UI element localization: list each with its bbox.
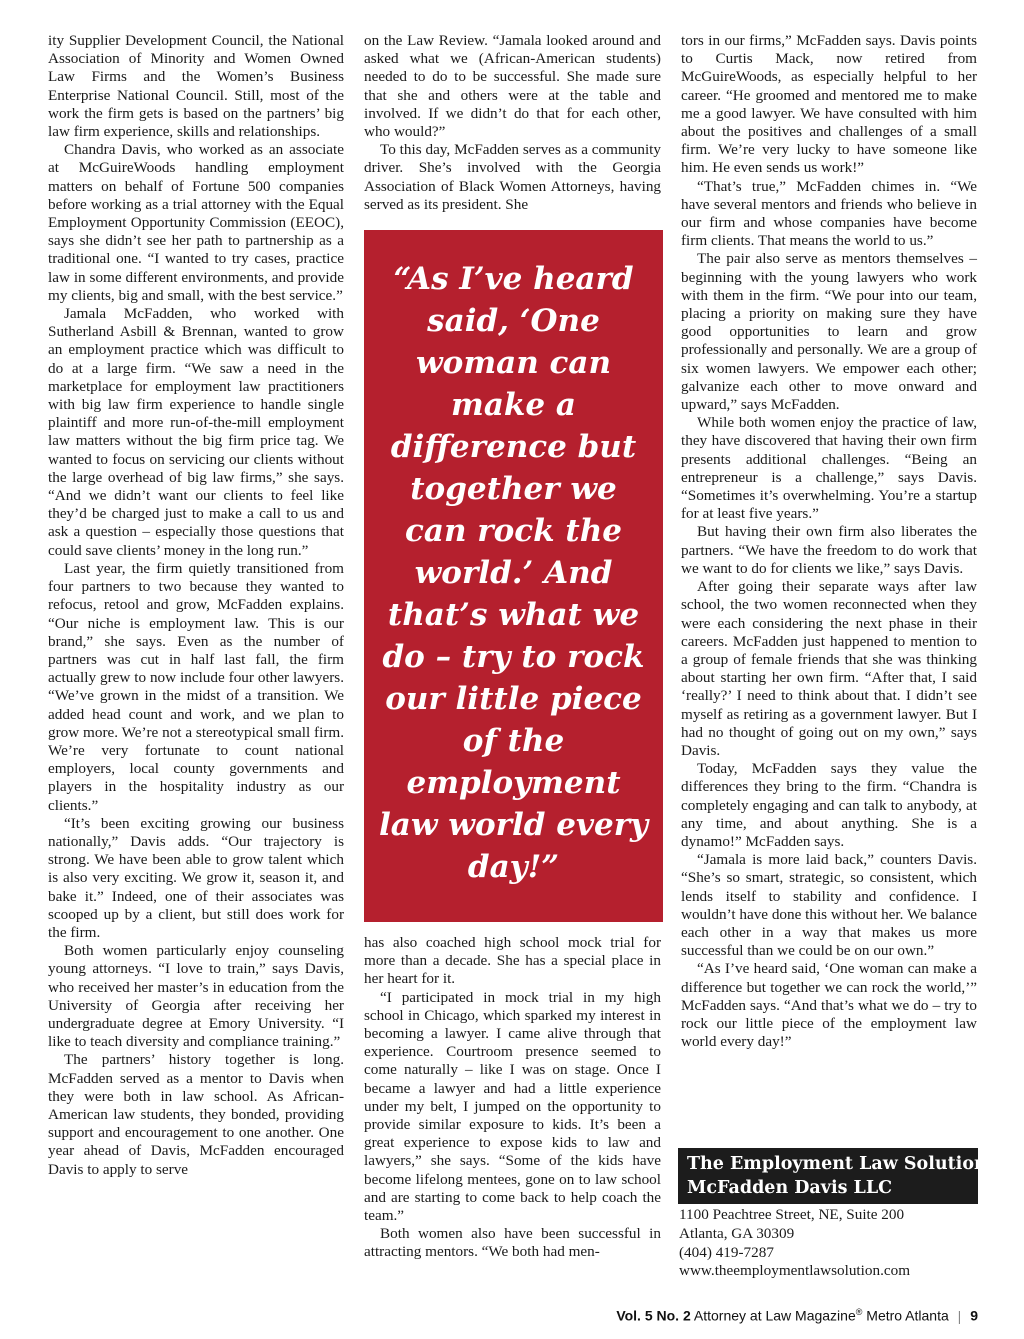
website-link[interactable]: www.theemploymentlawsolution.com: [679, 1262, 911, 1280]
firm-title-box: [678, 1148, 994, 1204]
firm-title-line-1: The Employment Law Solution:: [687, 1154, 994, 1174]
paragraph: After going their separate ways after law school, the two women reconnected when they were each considering the next phase in their careers. McFadden just happened to mention to a group of female friends that she was thinking about starting her own firm. “After that, I said ‘really?’ I need to think about that. I didn’t see myself as retiring as a government lawyer. But I had no thought of going out on my own,” says Davis.: [681, 578, 977, 759]
article-column-1: [48, 32, 344, 1179]
address-city: Atlanta, GA 30309: [679, 1224, 795, 1242]
paragraph: Today, McFadden says they value the differences they bring to the firm. “Chandra is completely engaging and can talk to anybody, at any time, and about anything. She is a dynamo!” McFadden says.: [681, 760, 977, 850]
paragraph: has also coached high school mock trial for more than a decade. She has a special place in her heart for it.: [364, 934, 661, 988]
pull-quote-box: [364, 230, 663, 922]
paragraph: The pair also serve as mentors themselves – beginning with the young lawyers who work with them in the firm. “We pour into our team, placing a priority on making sure they have good opportunities to learn and grow professionally and personally. We are a group of six women lawyers. We empower each other; galvanize each other to move onward and upward,” says McFadden.: [681, 250, 977, 414]
article-column-3: [681, 32, 977, 1051]
paragraph: While both women enjoy the practice of law, they have discovered that having their own firm presents additional challenges. “Being an entrepreneur is a challenge,” says Davis. “Sometimes it’s overwhelming. You’re a startup for at least five years.”: [681, 414, 977, 523]
pull-quote-text: “As I’ve heard said, ‘One woman can make a difference but together we can rock the world.’ And that’s what we do – try to rock our little piece of the employment law world every day!”: [378, 261, 649, 885]
page-number: 9: [970, 1307, 978, 1324]
paragraph: “As I’ve heard said, ‘One woman can make a difference but together we can rock the world,’” McFadden says. “And that’s what we do – try to rock our little piece of the employment law world every day!”: [681, 960, 977, 1051]
edition-label: Metro Atlanta: [866, 1307, 949, 1324]
magazine-name: Attorney at Law Magazine: [693, 1307, 856, 1324]
article-column-2-top: [364, 32, 661, 214]
paragraph: “It’s been exciting growing our business nationally,” Davis adds. “Our trajectory is strong. We have been able to grow talent which is also very exciting. We grow it, season it, and bake it.” Indeed, one of their associates was scooped up by a client, but still does work for the firm.: [48, 814, 344, 941]
paragraph: on the Law Review. “Jamala looked around and asked what we (African-American students) needed to do to be successful. She made sure that she and others were at the table and involved. If we didn’t do that for each other, who would?”: [364, 32, 661, 141]
firm-title-line-2: McFadden Davis LLC: [687, 1178, 893, 1198]
paragraph: Jamala McFadden, who worked with Sutherland Asbill & Brennan, wanted to grow an employment practice which was difficult to do at a large firm. “We saw a need in the marketplace for employment law practitioners with big law firm experience to handle single plaintiff and more run-of-the-mill employment law matters without the big firm price tag. We wanted to focus on servicing our clients without the large overhead of big law firms,” she says. “And we didn’t want our clients to feel like they’d be charged just to make a call to us and ask a question – especially those questions that could save clients’ money in the long run.”: [48, 305, 344, 559]
footer-separator: |: [957, 1307, 962, 1324]
paragraph: Both women also have been successful in attracting mentors. “We both had men-: [364, 1225, 661, 1261]
paragraph: Both women particularly enjoy counseling young attorneys. “I love to train,” says Davis, who received her master’s in education from the University of Georgia after receiving her undergraduate degree at Emory University. “I like to teach diversity and compliance training.”: [48, 942, 344, 1051]
registered-mark: ®: [855, 1307, 863, 1317]
article-column-2-bottom: [364, 934, 661, 1262]
paragraph: Chandra Davis, who worked as an associate at McGuireWoods handling employment matters on behalf of Fortune 500 companies before working as a trial attorney with the Equal Employment Opportunity Commission (EEOC), says she didn’t see her path to partnership as a traditional one. “I wanted to try cases, practice law in some different environments, and provide my clients, big and small, with the best service.”: [48, 141, 344, 304]
paragraph: ity Supplier Development Council, the National Association of Minority and Women Owned Law Firms and the Women’s Business Enterprise National Council. Still, most of the work the firm gets is based on the partners’ big law firm experience, skills and relationships.: [48, 32, 344, 141]
firm-contact-info: [679, 1206, 979, 1281]
paragraph: Last year, the firm quietly transitioned from four partners to two because they wanted to refocus, retool and grow, McFadden explains. “Our niche is employment law. This is our brand,” she says. Even as the number of partners was cut in half last fall, the firm actually grew to now include four other lawyers. “We’ve grown in the midst of a transition. We added head count and work, and we plan to grow more. We’re not a stereotypical small firm. We’re very fortunate to count national employers, local county governments and players in the hospitality industry as our clients.”: [48, 559, 344, 814]
paragraph: tors in our firms,” McFadden says. Davis points to Curtis Mack, now retired from McGuireWoods, as especially helpful to her career. “He groomed and mentored me to make me a good lawyer. We have consulted with him about the positives and challenges of a small firm. We’re very lucky to have someone like him. He even sends us work!”: [681, 32, 977, 177]
volume-label: Vol. 5 No. 2: [616, 1307, 691, 1324]
address-street: 1100 Peachtree Street, NE, Suite 200: [679, 1206, 905, 1223]
paragraph: The partners’ history together is long. McFadden served as a mentor to Davis when they were both in law school. As African-American law students, they bonded, providing support and encouragement to one another. One year ahead of Davis, McFadden encouraged Davis to apply to serve: [48, 1051, 344, 1178]
paragraph: “That’s true,” McFadden chimes in. “We have several mentors and friends who believe in our firm and whose companies have become firm clients. That means the world to us.”: [681, 177, 977, 250]
paragraph: But having their own firm also liberates the partners. “We have the freedom to do work that we want to do for clients we like,” says Davis.: [681, 523, 977, 577]
paragraph: “Jamala is more laid back,” counters Davis. “She’s so smart, strategic, so consistent, which lends itself to stability and confidence. I wouldn’t have done this without her. We balance each other in a way that makes us more successful than we could be on our own.”: [681, 851, 977, 960]
paragraph: “I participated in mock trial in my high school in Chicago, which sparked my interest in becoming a lawyer. I came alive through that experience. Courtroom presence seemed to come naturally – like I was on stage. Once I became a lawyer and had a little experience under my belt, I jumped on the opportunity to provide similar exposure to kids. It’s been a great experience to expose kids to law and lawyers,” she says. “Some of the kids have become lifelong mentees, gone on to law school and are starting to come back to help coach the team.”: [364, 988, 661, 1225]
phone-number: (404) 419-7287: [679, 1243, 774, 1261]
page-footer: [616, 1307, 978, 1324]
paragraph: To this day, McFadden serves as a community driver. She’s involved with the Georgia Association of Black Women Attorneys, having served as its president. She: [364, 141, 661, 213]
